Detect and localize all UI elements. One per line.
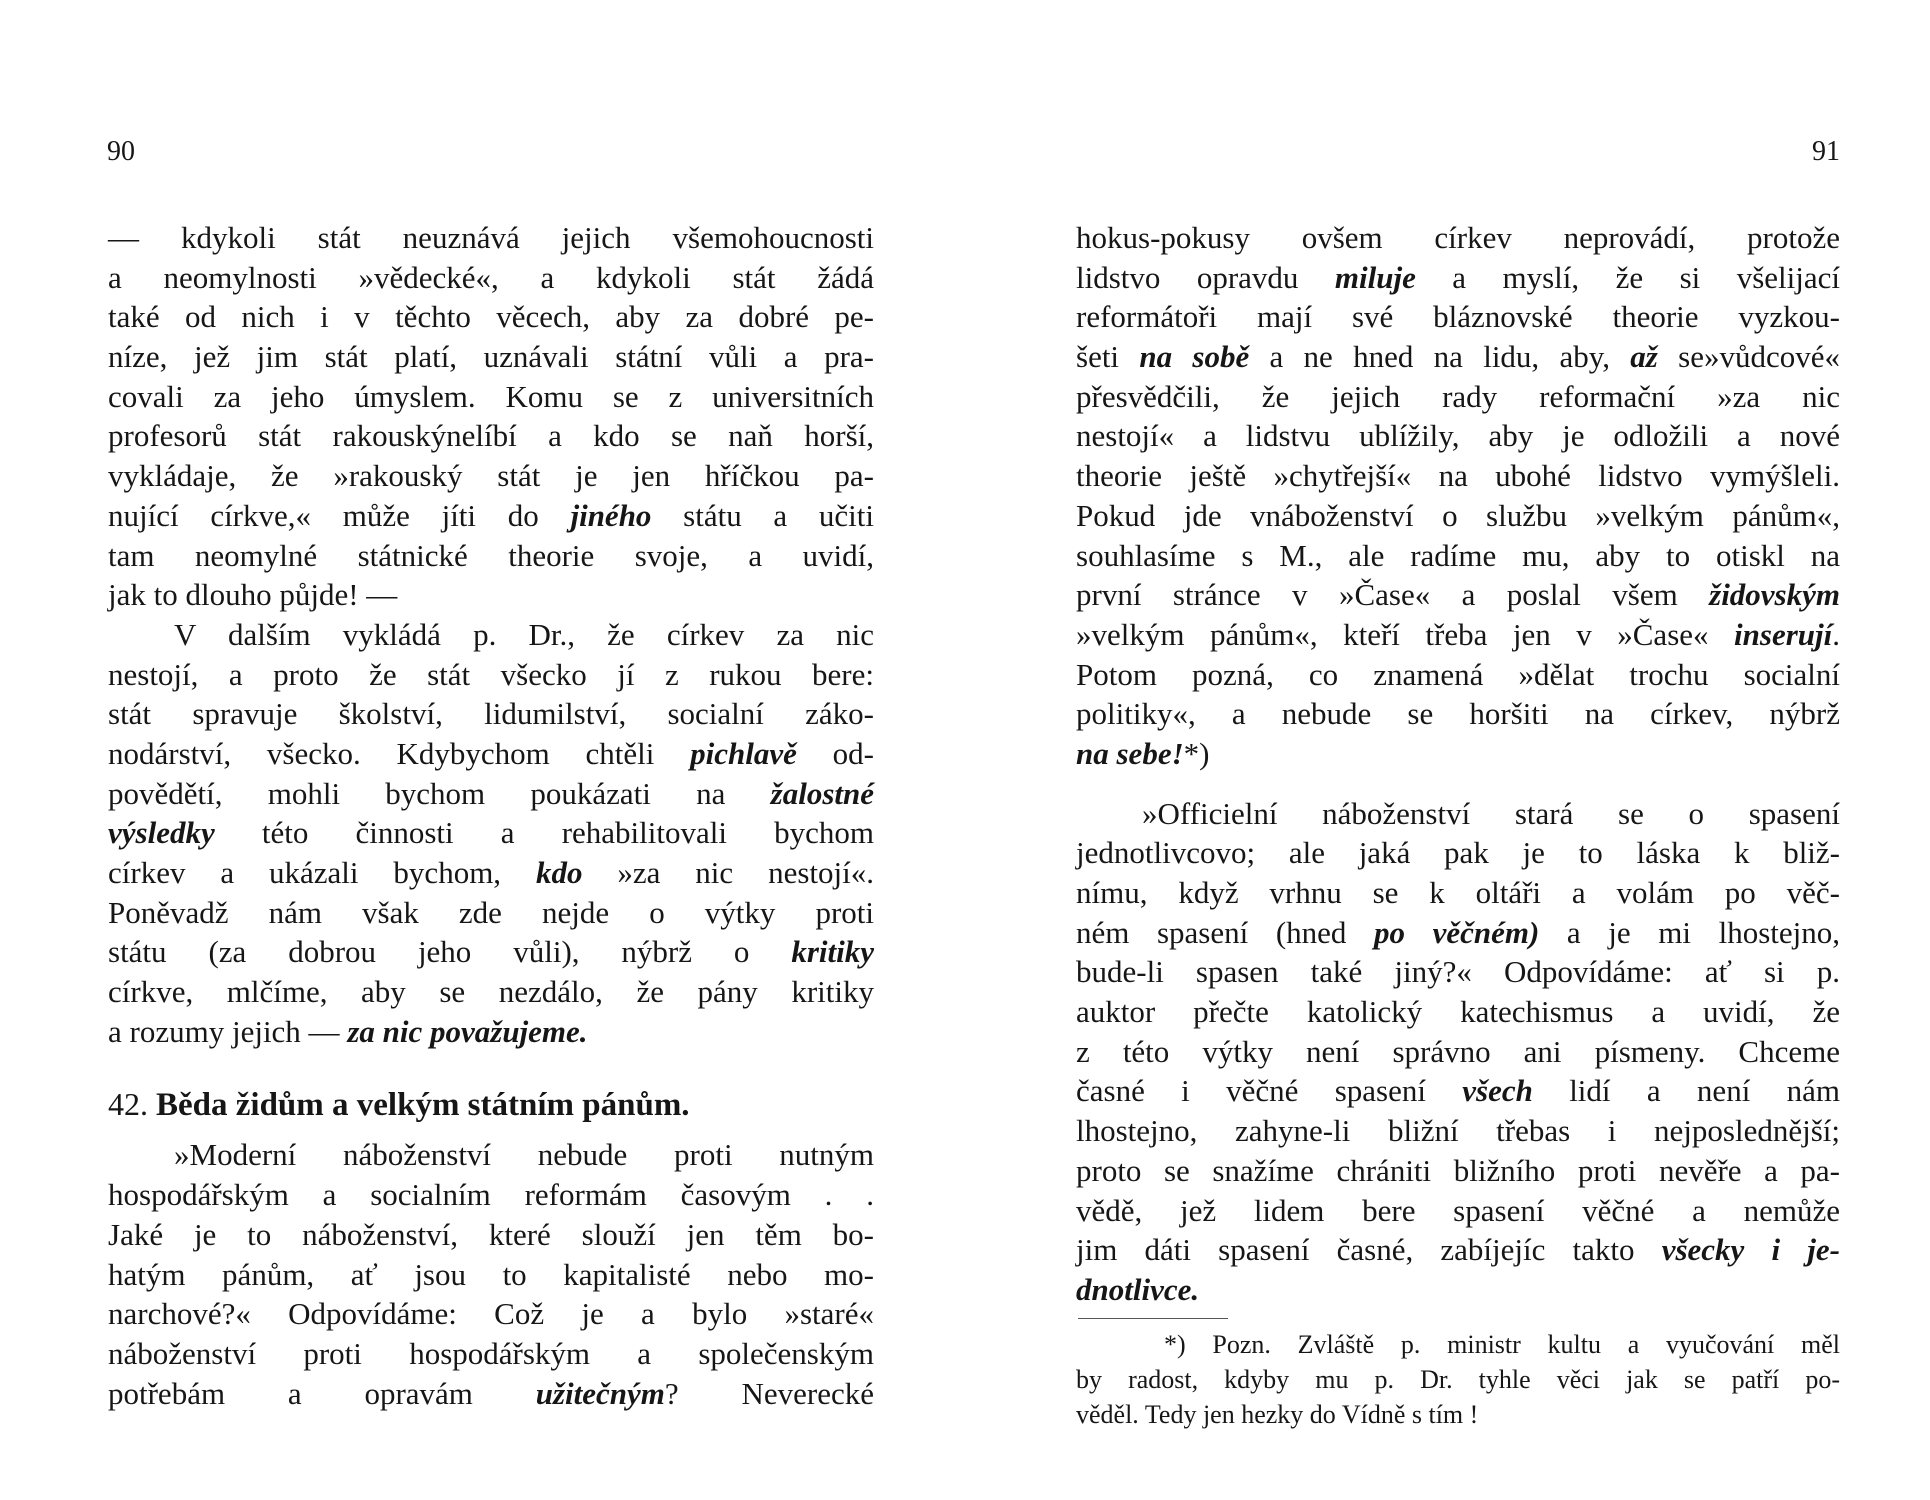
emphasis: výsledky [108, 815, 215, 851]
text-line: také od nich i v těchto věcech, aby za dobré pe- [108, 299, 874, 335]
emphasis: všecky i je- [1661, 1232, 1840, 1268]
text-line: nestojí« a lidstvu ublížily, aby je odložili a nové [1076, 418, 1840, 454]
emphasis: dnotlivce. [1076, 1271, 1200, 1307]
text-line: tam neomylné státnické theorie svoje, a uvidí, [108, 537, 874, 573]
text-line: narchové?« Odpovídáme: Což je a bylo »staré« [108, 1296, 874, 1332]
text-line: vykládaje, že »rakouský stát je jen hříčkou pa- [108, 458, 874, 494]
text-line: theorie ještě »chytřejší« na ubohé lidstvo vymýšleli. [1076, 458, 1840, 494]
text-line: přesvědčili, že jejich rady reformační »za nic [1076, 378, 1840, 414]
text-line: V dalším vykládá p. Dr., že církev za nic [174, 616, 874, 652]
text-line: církve, mlčíme, aby se nezdálo, že pány kritiky [108, 974, 874, 1010]
section-heading [108, 1051, 874, 1135]
text-line: jim dáti spasení časné, zabíjejíc takto všecky i je- [1076, 1232, 1840, 1268]
text-line: politiky«, a nebude se horšiti na církev, nýbrž [1076, 696, 1840, 732]
text-line: výsledky této činnosti a rehabilitovali bychom [108, 815, 874, 851]
text-line: covali za jeho úmyslem. Komu se z universitních [108, 378, 874, 414]
emphasis: až [1630, 339, 1658, 375]
text-line: »velkým pánům«, kteří třeba jen v »Čase« inserují. [1076, 616, 1840, 652]
text-line: povědětí, mohli bychom poukázati na žalostné [108, 775, 874, 811]
text-line: státu (za dobrou jeho vůli), nýbrž o kritiky [108, 934, 874, 970]
emphasis: pichlavě [690, 735, 797, 771]
emphasis: miluje [1334, 259, 1416, 295]
right-page-column [1076, 218, 1840, 1432]
text-line: nodárství, všecko. Kdybychom chtěli pichlavě od- [108, 735, 874, 771]
text-line: Jaké je to náboženství, které slouží jen těm bo- [108, 1216, 874, 1252]
text-line: a neomylnosti »vědecké«, a kdykoli stát žádá [108, 259, 874, 295]
text-line: lhostejno, zahyne-li bližní třebas i nejposlednější; [1076, 1113, 1840, 1149]
text-line: bude-li spasen také jiný?« Odpovídáme: ať si p. [1076, 954, 1840, 990]
text-line: hospodářským a socialním reformám časovým . . [108, 1177, 874, 1213]
text-line: na sebe!*) [1076, 735, 1210, 771]
paragraph-gap [1076, 774, 1840, 794]
emphasis: inserují [1734, 616, 1833, 652]
text-line: stát spravuje školství, lidumilství, socialní záko- [108, 696, 874, 732]
footnote-rule [1078, 1318, 1228, 1319]
footnote-line: věděl. Tedy jen hezky do Vídně s tím ! [1076, 1399, 1479, 1429]
text-line: souhlasíme s M., ale radíme mu, aby to otiskl na [1076, 537, 1840, 573]
text-line: profesorů stát rakouskýnelíbí a kdo se naň horší, [108, 418, 874, 454]
emphasis: jiného [570, 497, 652, 533]
text-line: z této výtky není správno ani písmeny. Chceme [1076, 1033, 1840, 1069]
emphasis: na sebe! [1076, 735, 1184, 771]
emphasis: všech [1462, 1073, 1533, 1109]
emphasis: kdo [535, 855, 583, 890]
text-line: — kdykoli stát neuznává jejich všemohoucnosti [108, 220, 874, 255]
text-line: auktor přečte katolický katechismus a uvidí, že [1076, 994, 1840, 1030]
right-paragraph-1 [1076, 218, 1840, 774]
emphasis: po věčném) [1374, 914, 1540, 950]
text-line: náboženství proti hospodářským a společenským [108, 1335, 874, 1371]
text-line: první stránce v »Čase« a poslal všem židovským [1076, 577, 1840, 613]
text-line: ném spasení (hned po věčném) a je mi lhostejno, [1076, 914, 1840, 950]
text-line [1076, 1270, 1840, 1310]
emphasis: žalostné [770, 775, 874, 811]
text-line: proto se snažíme chrániti bližního proti nevěře a pa- [1076, 1152, 1840, 1188]
emphasis: kritiky [791, 934, 874, 970]
text-line: jak to dlouho půjde! — [108, 577, 398, 613]
text-line: Poněvadž nám však zde nejde o výtky proti [108, 894, 874, 930]
text-line: hatým pánům, ať jsou to kapitalisté nebo mo- [108, 1256, 874, 1292]
right-paragraph-2 [1076, 794, 1840, 1310]
text-line: a rozumy jejich — za nic považujeme. [108, 1013, 588, 1049]
footnote-line: by radost, kdyby mu p. Dr. tyhle věci jak se patří po- [1076, 1364, 1840, 1394]
left-paragraph-1 [108, 218, 874, 615]
emphasis: na sobě [1139, 339, 1250, 375]
text-line: »Officielní náboženství stará se o spasení [1142, 795, 1840, 831]
text-line: nímu, když vrhnu se k oltáři a volám po věč- [1076, 875, 1840, 910]
left-paragraph-3 [108, 1135, 874, 1413]
emphasis: za nic považujeme. [347, 1013, 588, 1049]
emphasis: užitečným [535, 1375, 665, 1411]
text-line: časné i věčné spasení všech lidí a není nám [1076, 1073, 1840, 1109]
text-line: Pokud jde vnáboženství o službu »velkým pánům«, [1076, 497, 1840, 533]
page-number-right: 91 [1812, 136, 1840, 167]
left-paragraph-2 [108, 615, 874, 1052]
text-line: nující církve,« může jíti do jiného státu a učiti [108, 497, 874, 533]
text-line: nestojí, a proto že stát všecko jí z rukou bere: [108, 656, 874, 692]
text-line: hokus-pokusy ovšem církev neprovádí, protože [1076, 220, 1840, 255]
section-title: Běda židům a velkým státním pánům. [156, 1087, 690, 1124]
section-number: 42. [108, 1086, 148, 1123]
text-line: Potom pozná, co znamená »dělat trochu socialní [1076, 656, 1840, 692]
footnote-line: *) Pozn. Zvláště p. ministr kultu a vyučování měl [1164, 1329, 1840, 1359]
emphasis: židovským [1709, 577, 1840, 613]
text-line: níze, jež jim stát platí, uznávali státní vůli a pra- [108, 339, 874, 375]
page-number-left: 90 [107, 136, 135, 167]
text-line: církev a ukázali bychom, kdo »za nic nestojí«. [108, 855, 874, 890]
text-line: lidstvo opravdu miluje a myslí, že si všelijací [1076, 259, 1840, 295]
text-line: jednotlivcovo; ale jaká pak je to láska k bliž- [1076, 835, 1840, 871]
text-line: reformátoři mají své bláznovské theorie vyzkou- [1076, 299, 1840, 335]
left-page-column [108, 218, 874, 1413]
text-line: potřebám a opravám užitečným? Neverecké [108, 1375, 874, 1411]
footnote [1076, 1327, 1840, 1432]
text-line: »Moderní náboženství nebude proti nutným [174, 1137, 874, 1173]
text-line: šeti na sobě a ne hned na lidu, aby, až se»vůdcové« [1076, 339, 1840, 375]
text-line: vědě, jež lidem bere spasení věčné a nemůže [1076, 1192, 1840, 1228]
